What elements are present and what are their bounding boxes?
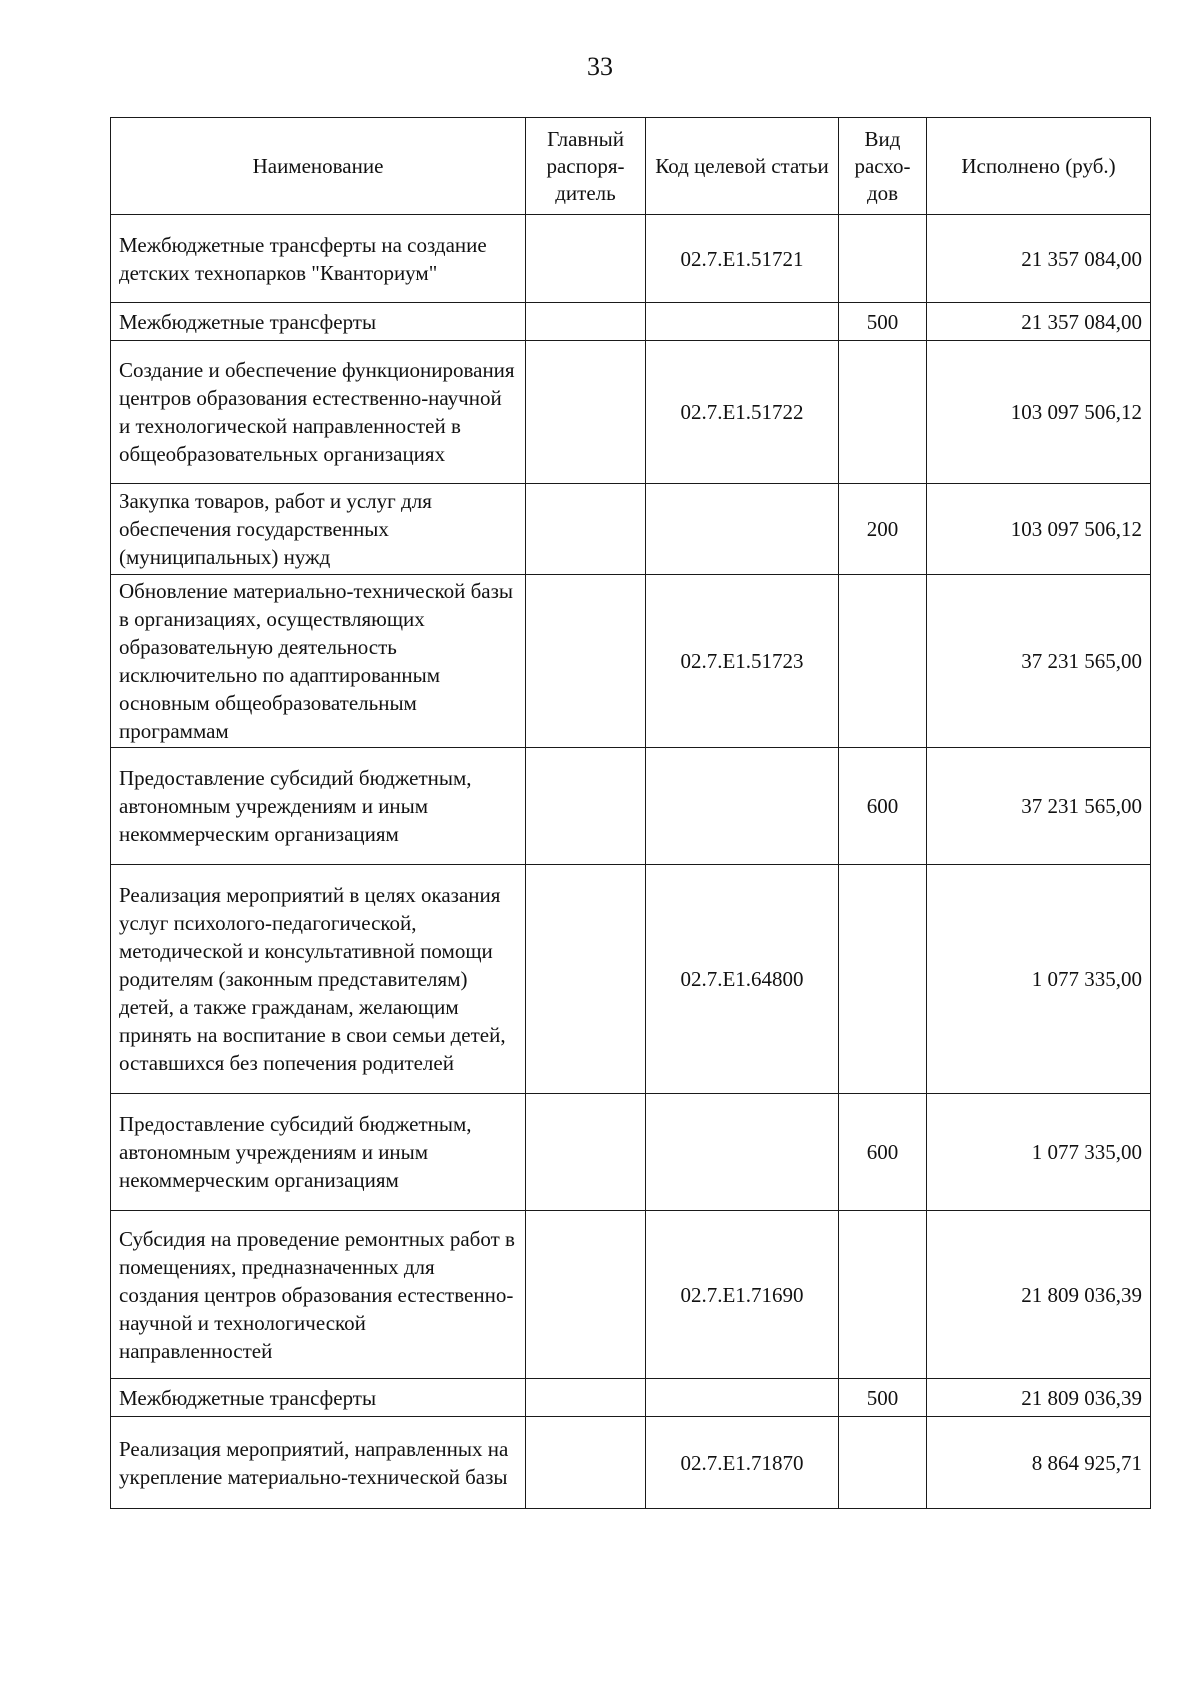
cell-main-manager bbox=[526, 865, 646, 1094]
cell-target-code bbox=[646, 748, 839, 865]
cell-executed: 1 077 335,00 bbox=[927, 865, 1151, 1094]
cell-expense-kind bbox=[839, 1417, 927, 1509]
header-target-code: Код целевой статьи bbox=[646, 118, 839, 215]
cell-executed: 21 357 084,00 bbox=[927, 303, 1151, 341]
cell-name: Предоставление субсидий бюджетным, автономным учреждениям и иным некоммерческим организациям bbox=[111, 1094, 526, 1211]
table-row bbox=[111, 484, 1151, 575]
table-row bbox=[111, 1094, 1151, 1211]
cell-main-manager bbox=[526, 484, 646, 575]
cell-target-code: 02.7.E1.51722 bbox=[646, 341, 839, 484]
cell-main-manager bbox=[526, 1211, 646, 1379]
cell-executed: 1 077 335,00 bbox=[927, 1094, 1151, 1211]
cell-expense-kind: 600 bbox=[839, 1094, 927, 1211]
table-row bbox=[111, 1379, 1151, 1417]
cell-expense-kind bbox=[839, 865, 927, 1094]
cell-main-manager bbox=[526, 575, 646, 748]
table-row bbox=[111, 1211, 1151, 1379]
cell-main-manager bbox=[526, 1379, 646, 1417]
cell-target-code bbox=[646, 303, 839, 341]
cell-name: Межбюджетные трансферты на создание детских технопарков "Кванториум" bbox=[111, 215, 526, 303]
cell-expense-kind: 500 bbox=[839, 1379, 927, 1417]
cell-executed: 37 231 565,00 bbox=[927, 748, 1151, 865]
cell-expense-kind: 600 bbox=[839, 748, 927, 865]
table-row bbox=[111, 303, 1151, 341]
cell-executed: 21 809 036,39 bbox=[927, 1211, 1151, 1379]
cell-target-code bbox=[646, 1379, 839, 1417]
table-row bbox=[111, 215, 1151, 303]
cell-expense-kind: 200 bbox=[839, 484, 927, 575]
cell-main-manager bbox=[526, 1417, 646, 1509]
cell-executed: 37 231 565,00 bbox=[927, 575, 1151, 748]
table-row bbox=[111, 748, 1151, 865]
cell-name: Предоставление субсидий бюджетным, автономным учреждениям и иным некоммерческим организациям bbox=[111, 748, 526, 865]
header-main-manager: Главный распоря-дитель bbox=[526, 118, 646, 215]
cell-target-code: 02.7.E1.64800 bbox=[646, 865, 839, 1094]
cell-expense-kind bbox=[839, 341, 927, 484]
cell-executed: 21 809 036,39 bbox=[927, 1379, 1151, 1417]
cell-expense-kind bbox=[839, 1211, 927, 1379]
header-name: Наименование bbox=[111, 118, 526, 215]
table-row bbox=[111, 341, 1151, 484]
cell-name: Субсидия на проведение ремонтных работ в помещениях, предназначенных для создания центров образования естественно-научной и технологической направленностей bbox=[111, 1211, 526, 1379]
cell-expense-kind: 500 bbox=[839, 303, 927, 341]
header-expense-kind: Вид расхо-дов bbox=[839, 118, 927, 215]
cell-main-manager bbox=[526, 303, 646, 341]
budget-execution-table bbox=[110, 117, 1151, 1509]
header-executed: Исполнено (руб.) bbox=[927, 118, 1151, 215]
cell-target-code: 02.7.E1.71870 bbox=[646, 1417, 839, 1509]
cell-name: Межбюджетные трансферты bbox=[111, 303, 526, 341]
cell-name: Обновление материально-технической базы в организациях, осуществляющих образовательную деятельность исключительно по адаптированным основным общеобразовательным программам bbox=[111, 575, 526, 748]
cell-name: Реализация мероприятий в целях оказания услуг психолого-педагогической, методической и консультативной помощи родителям (законным представителям) детей, а также гражданам, желающим принять на воспитание в свои семьи детей, оставшихся без попечения родителей bbox=[111, 865, 526, 1094]
table-row bbox=[111, 865, 1151, 1094]
table-row bbox=[111, 575, 1151, 748]
cell-name: Реализация мероприятий, направленных на укрепление материально-технической базы bbox=[111, 1417, 526, 1509]
cell-expense-kind bbox=[839, 215, 927, 303]
cell-target-code bbox=[646, 1094, 839, 1211]
cell-main-manager bbox=[526, 1094, 646, 1211]
cell-executed: 103 097 506,12 bbox=[927, 484, 1151, 575]
cell-main-manager bbox=[526, 748, 646, 865]
cell-executed: 8 864 925,71 bbox=[927, 1417, 1151, 1509]
cell-executed: 21 357 084,00 bbox=[927, 215, 1151, 303]
cell-name: Межбюджетные трансферты bbox=[111, 1379, 526, 1417]
cell-name: Закупка товаров, работ и услуг для обеспечения государственных (муниципальных) нужд bbox=[111, 484, 526, 575]
cell-target-code: 02.7.E1.51723 bbox=[646, 575, 839, 748]
page-number: 33 bbox=[587, 52, 613, 81]
cell-executed: 103 097 506,12 bbox=[927, 341, 1151, 484]
cell-target-code bbox=[646, 484, 839, 575]
table-header-row bbox=[111, 118, 1151, 215]
cell-target-code: 02.7.E1.51721 bbox=[646, 215, 839, 303]
cell-expense-kind bbox=[839, 575, 927, 748]
cell-main-manager bbox=[526, 215, 646, 303]
table-row bbox=[111, 1417, 1151, 1509]
cell-target-code: 02.7.E1.71690 bbox=[646, 1211, 839, 1379]
cell-main-manager bbox=[526, 341, 646, 484]
cell-name: Создание и обеспечение функционирования центров образования естественно-научной и технологической направленностей в общеобразовательных организациях bbox=[111, 341, 526, 484]
